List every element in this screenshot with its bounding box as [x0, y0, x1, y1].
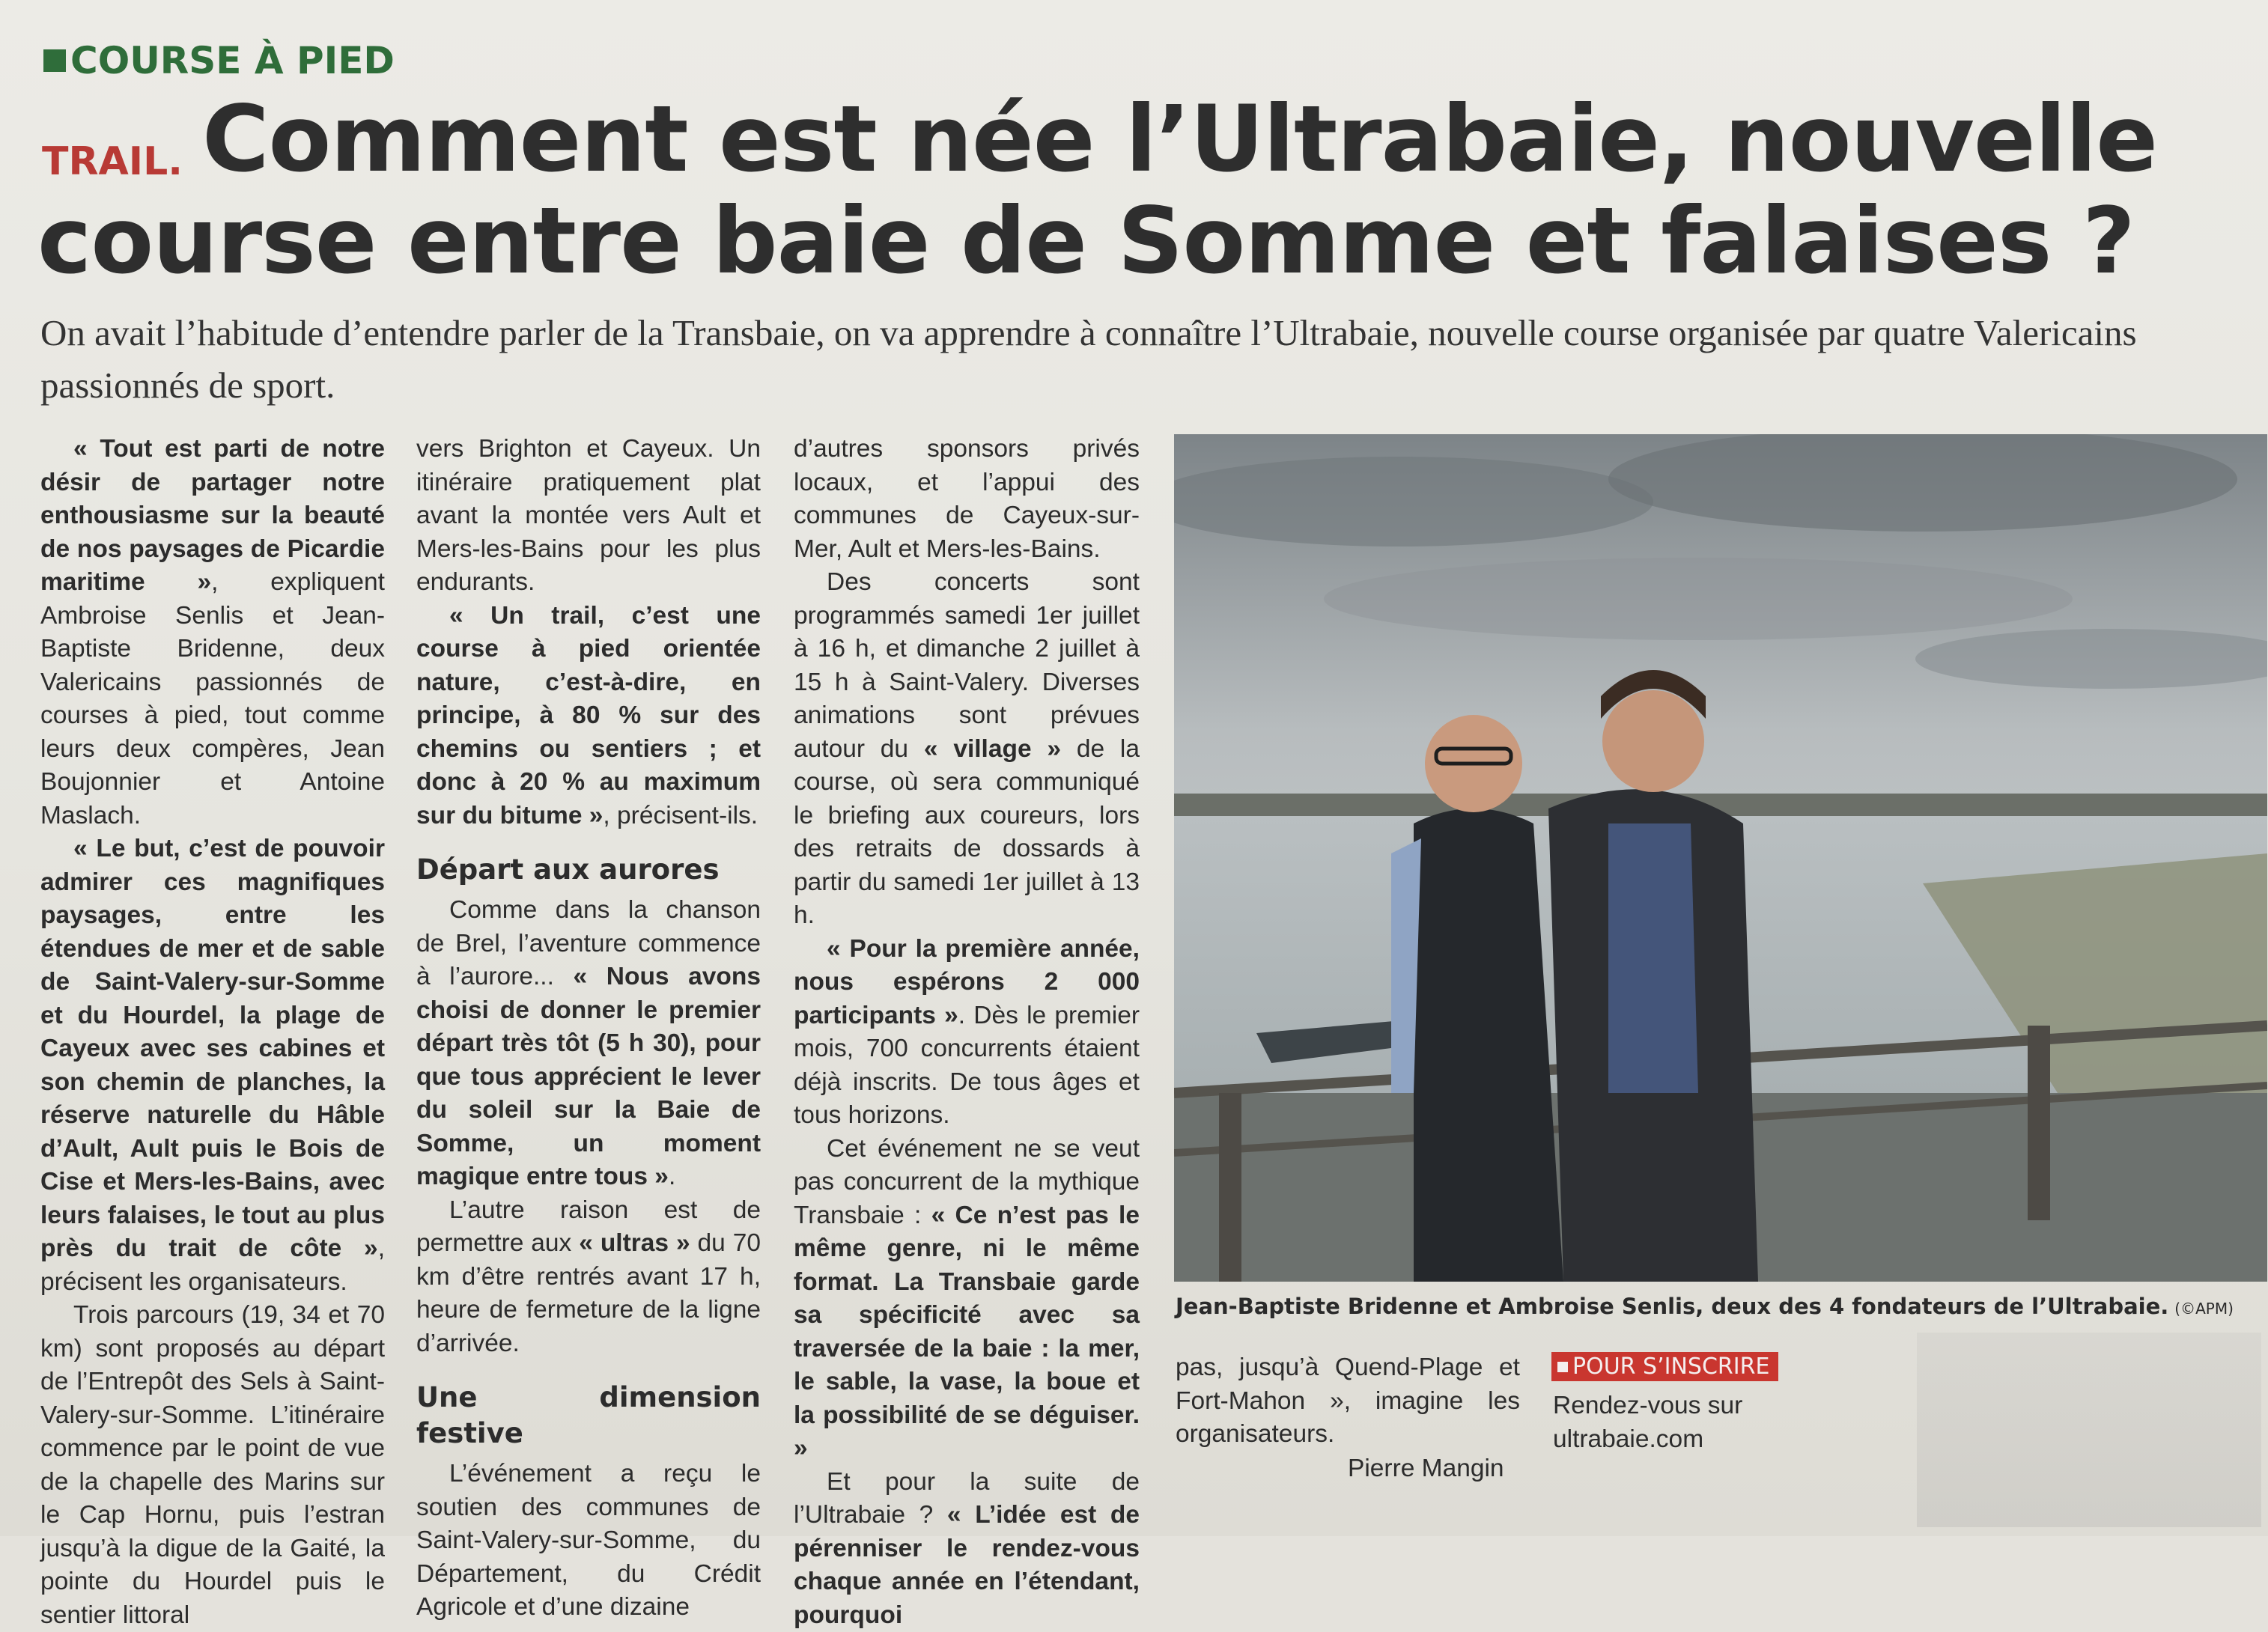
paragraph: vers Brighton et Cayeux. Un itinéraire pratiquement plat avant la montée vers Ault et Mers-les-Bains pour les plus endurants. [416, 433, 761, 600]
headline-line-1: Comment est née l’Ultrabaie, nouvelle [202, 86, 2157, 192]
text: Cet événement ne se veut pas concurrent de la mythique Transbaie : [794, 1135, 1140, 1229]
signup-text: Rendez-vous sur ultrabaie.com [1553, 1389, 1897, 1456]
caption-text: Jean-Baptiste Bridenne et Ambroise Senlis, deux des 4 fondateurs de l’Ultrabaie. [1176, 1294, 2168, 1319]
text: de la course, où sera communiqué le briefing aux coureurs, lors des retraits de dossards à partir du samedi 1er juillet à 13 h. [794, 735, 1140, 930]
article-column-1 [40, 433, 385, 1632]
quote: pas, jusqu’à Quend-Plage et Fort-Mahon » [1176, 1354, 1520, 1415]
quote: « L’idée est de pérenniser le rendez-vous chaque année en l’étendant, pourquoi [794, 1501, 1140, 1629]
signup-square-icon [1557, 1362, 1568, 1372]
headline-line-2: course entre baie de Somme et falaises ? [37, 190, 2224, 292]
signup-label [1551, 1352, 1778, 1381]
article-column-4 [1176, 1351, 1520, 1452]
text: Et pour la suite de l’Ultrabaie ? [794, 1468, 1140, 1529]
text: , expliquent Ambroise Senlis et Jean-Baptiste Bridenne, deux Valericains passionnés de courses à pied, tout comme leurs deux compères, Jean Boujonnier et Antoine Maslach. [40, 568, 385, 829]
text: du 70 km d’être rentrés avant 17 h, heure de fermeture de la ligne d’arrivée. [416, 1229, 761, 1357]
paragraph [416, 894, 761, 1194]
signup-label-text: POUR S’INSCRIRE [1572, 1354, 1769, 1380]
text: , imagine les organisateurs. [1176, 1387, 1520, 1449]
paragraph [40, 832, 385, 1299]
cloud [1324, 558, 2073, 640]
text: Des concerts sont programmés samedi 1er juillet à 16 h, et dimanche 2 juillet à 15 h à Saint-Valery. Diverses animations sont prévues autour du [794, 568, 1140, 763]
person-right-sweater [1608, 823, 1698, 1093]
quote: « Pour la première année, nous espérons 2 000 participants » [794, 935, 1140, 1029]
paragraph [794, 566, 1140, 933]
photo-credit: (©APM) [2174, 1300, 2234, 1318]
paragraph [40, 433, 385, 832]
quote: « Un trail, c’est une course à pied orientée nature, c’est-à-dire, en principe, à 80 % sur des chemins ou sentiers ; et donc à 20 % au maximum sur du bitume » [416, 602, 761, 829]
paragraph: d’autres sponsors privés locaux, et l’appui des communes de Cayeux-sur-Mer, Ault et Mers-les-Bains. [794, 433, 1140, 566]
article-column-3 [794, 433, 1140, 1632]
rubric-square-icon [43, 49, 66, 72]
paragraph [794, 1133, 1140, 1466]
subheading-depart: Départ aux aurores [416, 852, 761, 888]
article-column-2 [416, 433, 761, 1625]
paragraph [1176, 1351, 1520, 1452]
quote: « Le but, c’est de pouvoir admirer ces magnifiques paysages, entre les étendues de mer et de sable de Saint-Valery-sur-Somme et du Hourdel, la plage de Cayeux avec ses cabines et son chemin de planches, la réserve naturelle du Hâble d’Ault, Ault puis le Bois de Cise et Mers-les-Bains, avec leurs falaises, le tout au plus près du trait de côte » [40, 835, 385, 1262]
paragraph [416, 600, 761, 833]
text: , précisent-ils. [603, 802, 758, 829]
text: . [669, 1163, 675, 1190]
paragraph: L’événement a reçu le soutien des communes de Saint-Valery-sur-Somme, du Département, du Crédit Agricole et d’une dizaine [416, 1458, 761, 1625]
text: L’autre raison est de permettre aux [416, 1196, 761, 1258]
subheading-festive: Une dimension festive [416, 1380, 761, 1452]
paragraph: Trois parcours (19, 34 et 70 km) sont proposés au départ de l’Entrepôt des Sels à Saint-Valery-sur-Somme. L’itinéraire commence par le point de vue de la chapelle des Marins sur le Cap Hornu, puis l’estran jusqu’à la digue de la Gaité, la pointe du Hourdel puis le sentier littoral [40, 1299, 385, 1632]
article-photo [1174, 434, 2267, 1282]
paragraph [794, 1466, 1140, 1632]
railing-post [1219, 1093, 1241, 1282]
paragraph [416, 1194, 761, 1361]
photo-caption [1176, 1294, 2254, 1319]
railing-post [2028, 1026, 2050, 1220]
photo-illustration [1174, 434, 2267, 1282]
headline-kicker: TRAIL. [42, 139, 183, 184]
bleed-through-area [1917, 1333, 2261, 1527]
quote: « Ce n’est pas le même genre, ni le même format. La Transbaie garde sa spécificité avec sa traversée de la baie : la mer, le sable, la vase, la boue et la possibilité de se déguiser. » [794, 1202, 1140, 1463]
standfirst: On avait l’habitude d’entendre parler de la Transbaie, on va apprendre à connaître l’Ultrabaie, nouvelle course organisée par quatre Valericains passionnés de sport. [40, 307, 2182, 412]
headline [202, 88, 2224, 292]
quote: « Tout est parti de notre désir de partager notre enthousiasme sur la beauté de nos paysages de Picardie maritime » [40, 435, 385, 596]
quote: « Nous avons choisi de donner le premier départ très tôt (5 h 30), pour que tous apprécient le lever du soleil sur la Baie de Somme, un moment magique entre tous » [416, 963, 761, 1190]
paragraph [794, 933, 1140, 1133]
text: , précisent les organisateurs. [40, 1234, 385, 1296]
author-signature: Pierre Mangin [1348, 1455, 1504, 1483]
rubric-label: COURSE À PIED [70, 39, 395, 82]
person-right-head [1602, 690, 1704, 792]
text: . Dès le premier mois, 700 concurrents étaient déjà inscrits. De tous âges et tous horizons. [794, 1002, 1140, 1130]
quote: « ultras » [579, 1229, 690, 1257]
section-rubric [43, 39, 395, 82]
text: Comme dans la chanson de Brel, l’aventure commence à l’aurore... [416, 896, 761, 990]
quote: « village » [924, 735, 1061, 763]
